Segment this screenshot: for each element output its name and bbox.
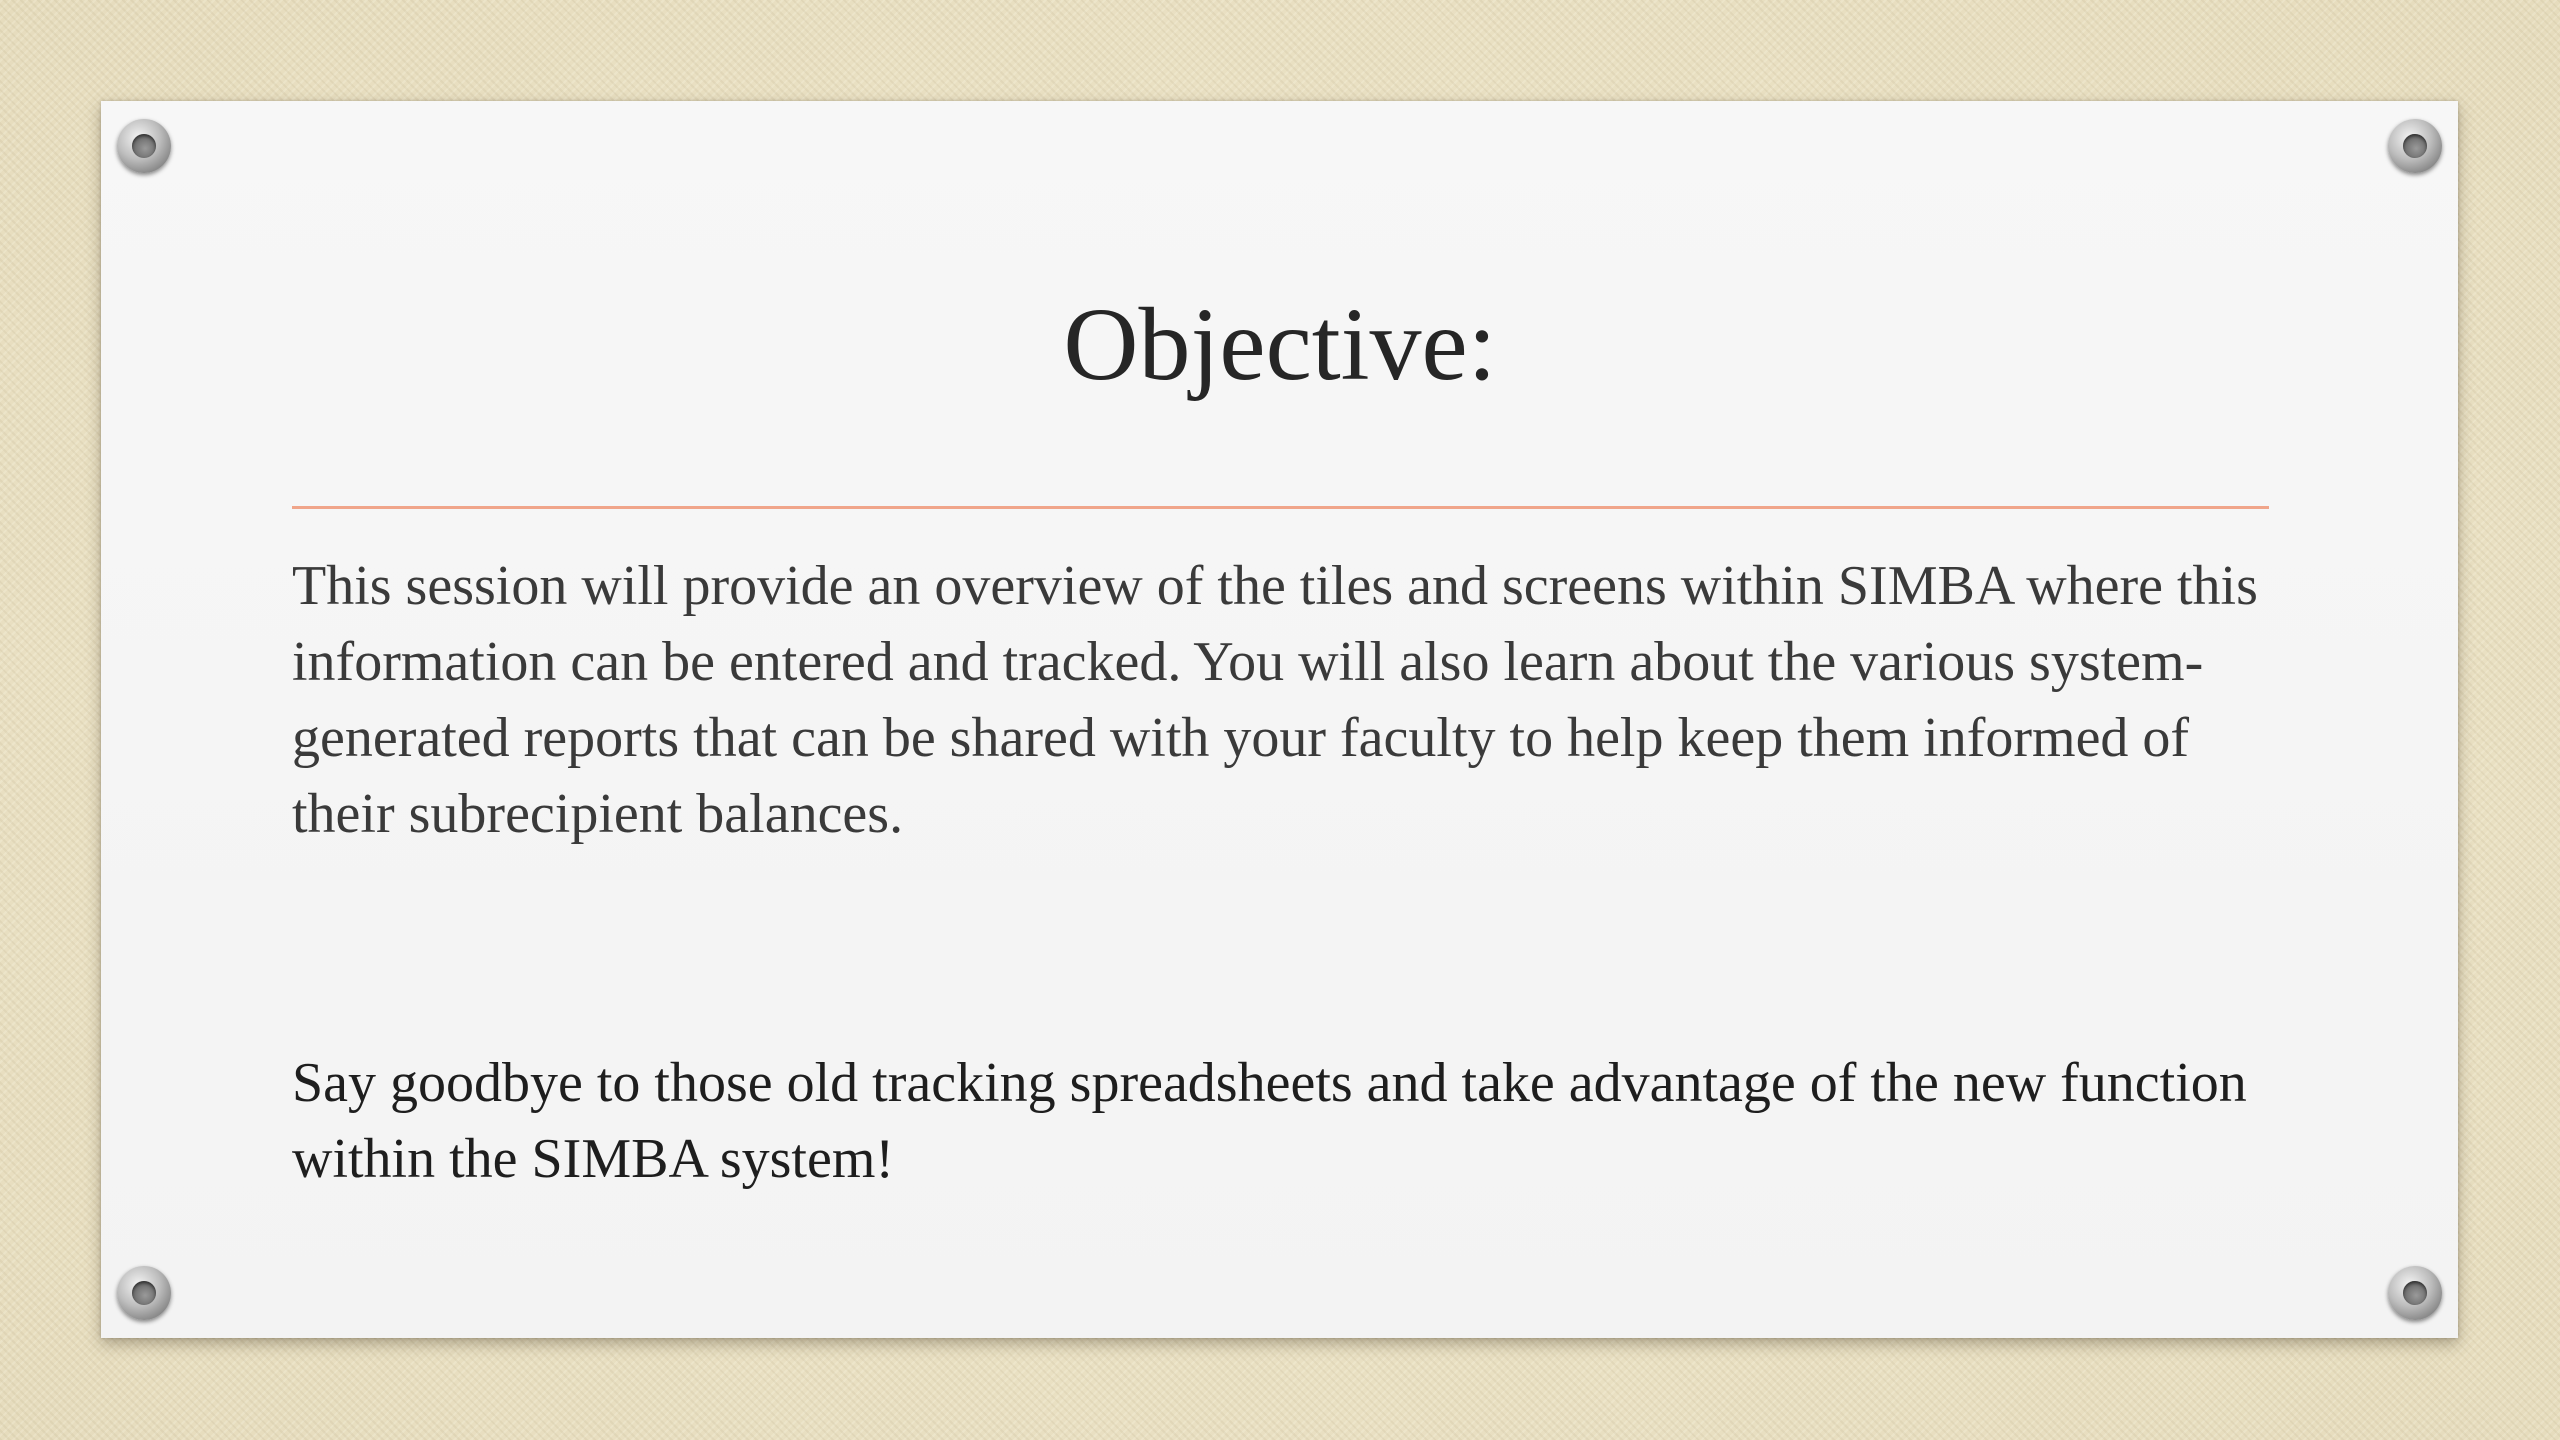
grommet-icon (117, 1266, 171, 1320)
closing-paragraph: Say goodbye to those old tracking spreadsheets and take advantage of the new function within the SIMBA system! (292, 1052, 2247, 1190)
title-divider (292, 506, 2269, 509)
grommet-icon (2388, 119, 2442, 173)
slide-title: Objective: (1063, 287, 1497, 402)
grommet-icon (2388, 1266, 2442, 1320)
grommet-icon (117, 119, 171, 173)
objective-paragraph: This session will provide an overview of the tiles and screens within SIMBA where this information can be entered and tracked. You will also learn about the various system-generated reports that can be shared with your faculty to help keep them informed of their subrecipient balances. (292, 555, 2258, 845)
